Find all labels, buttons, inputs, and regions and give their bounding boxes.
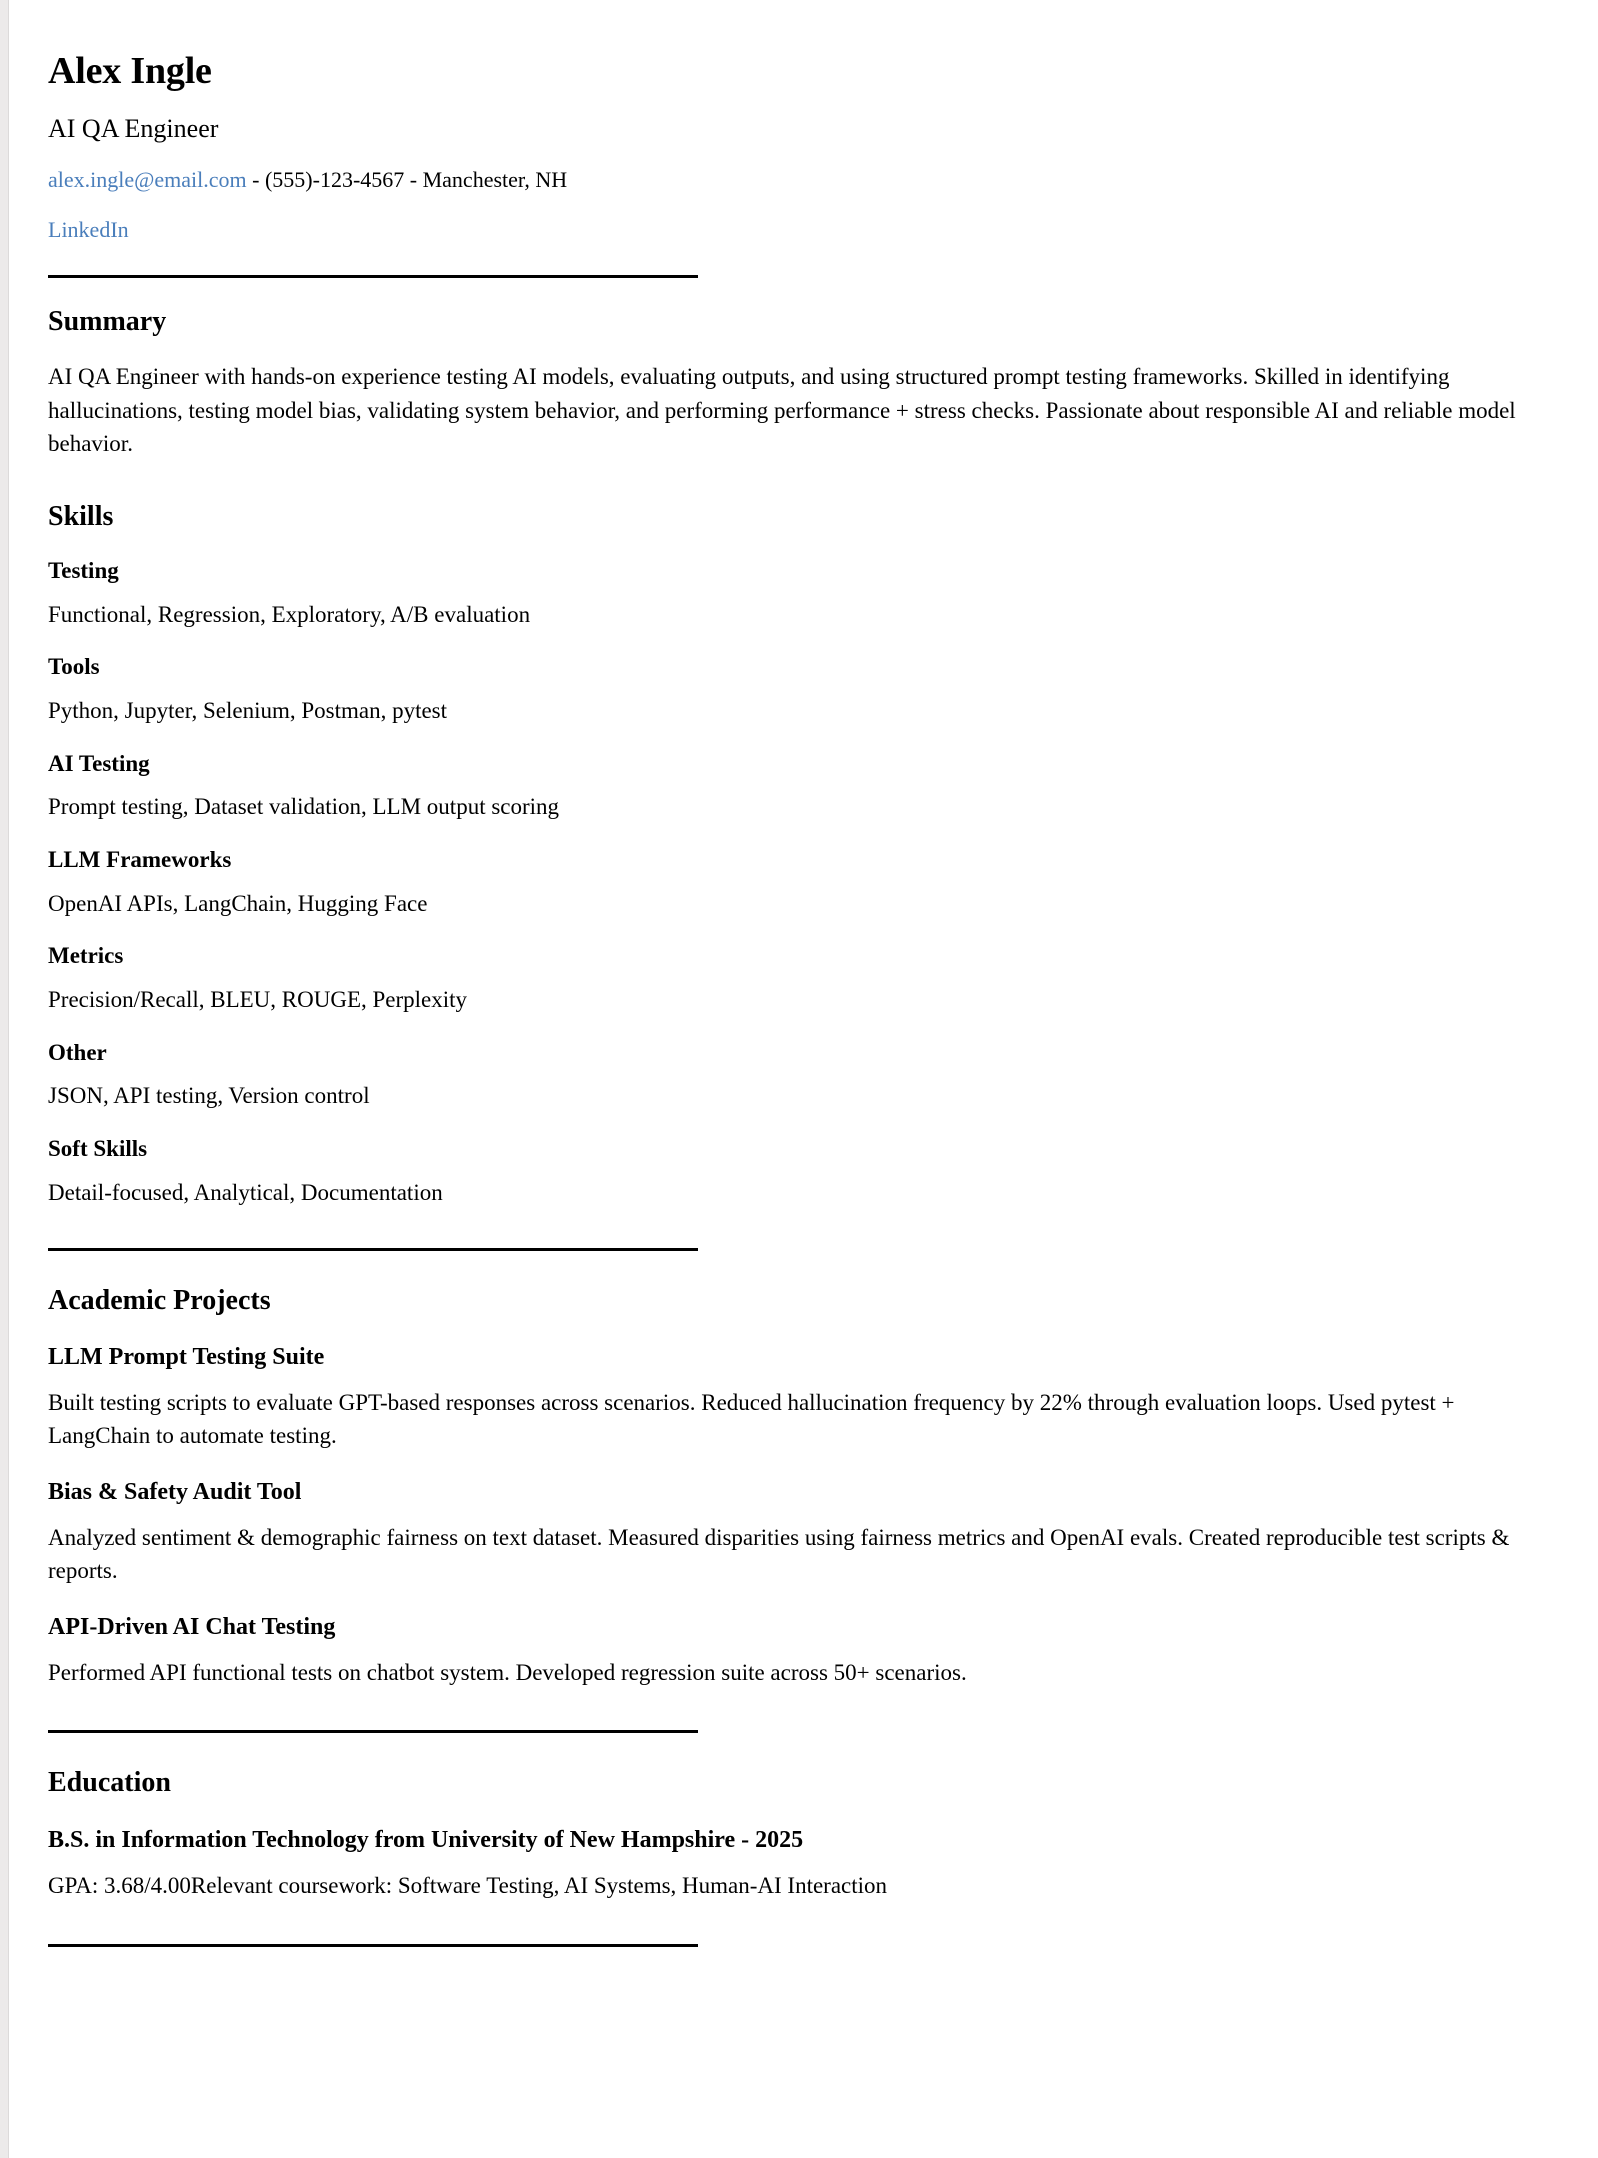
candidate-job-title: AI QA Engineer bbox=[48, 113, 219, 143]
location-text: Manchester, NH bbox=[422, 166, 568, 192]
page-edge-strip bbox=[0, 0, 9, 2158]
section-divider-skills bbox=[48, 1248, 698, 1251]
project-item bbox=[48, 1478, 1523, 1587]
skill-label: Other bbox=[48, 1039, 107, 1065]
summary-heading: Summary bbox=[48, 305, 167, 337]
linkedin-line bbox=[48, 216, 1523, 244]
resume-header bbox=[48, 50, 1523, 244]
skill-label: Soft Skills bbox=[48, 1136, 148, 1162]
education-degree: B.S. in Information Technology from University of New Hampshire - 2025 bbox=[48, 1827, 804, 1854]
education-entry bbox=[48, 1826, 1523, 1901]
project-title: Bias & Safety Audit Tool bbox=[48, 1479, 302, 1506]
resume-document bbox=[10, 0, 1598, 2158]
skill-value: Prompt testing, Dataset validation, LLM output scoring bbox=[48, 794, 560, 820]
skill-group bbox=[48, 1039, 1523, 1111]
resume-content bbox=[48, 50, 1523, 1947]
summary-text: AI QA Engineer with hands-on experience testing AI models, evaluating outputs, and using structured prompt testing frameworks. Skilled in identifying hallucinations, testing model bias, validating system behavior, and performing performance + stress checks. Passionate about responsible AI and reliable model behavior. bbox=[48, 364, 1516, 457]
skill-group bbox=[48, 557, 1523, 629]
contact-separator-2: - bbox=[404, 166, 423, 192]
skill-group bbox=[48, 653, 1523, 725]
skill-group bbox=[48, 846, 1523, 918]
skill-value: Detail-focused, Analytical, Documentation bbox=[48, 1179, 443, 1205]
education-heading: Education bbox=[48, 1766, 171, 1798]
project-title: LLM Prompt Testing Suite bbox=[48, 1344, 325, 1371]
project-description: Performed API functional tests on chatbot system. Developed regression suite across 50+ scenarios. bbox=[48, 1660, 967, 1686]
project-description: Built testing scripts to evaluate GPT-based responses across scenarios. Reduced hallucination frequency by 22% through evaluation loops. Used pytest + LangChain to automate testing. bbox=[48, 1389, 1455, 1448]
projects-heading: Academic Projects bbox=[48, 1284, 271, 1316]
section-education bbox=[48, 1766, 1523, 1901]
skill-value: Functional, Regression, Exploratory, A/B evaluation bbox=[48, 601, 531, 627]
skill-value: OpenAI APIs, LangChain, Hugging Face bbox=[48, 890, 428, 916]
section-summary bbox=[48, 305, 1523, 461]
section-divider-projects bbox=[48, 1730, 698, 1733]
skill-label: Tools bbox=[48, 654, 100, 680]
skill-group bbox=[48, 1135, 1523, 1207]
phone-text: (555)-123-4567 bbox=[264, 166, 405, 192]
skill-label: Metrics bbox=[48, 943, 124, 969]
skill-label: AI Testing bbox=[48, 750, 150, 776]
project-description: Analyzed sentiment & demographic fairness on text dataset. Measured disparities using fairness metrics and OpenAI evals. Created reproducible test scripts & reports. bbox=[48, 1525, 1510, 1583]
project-title: API-Driven AI Chat Testing bbox=[48, 1614, 336, 1641]
skills-heading: Skills bbox=[48, 500, 114, 532]
skill-label: LLM Frameworks bbox=[48, 847, 232, 873]
skill-group bbox=[48, 942, 1523, 1014]
skill-value: Python, Jupyter, Selenium, Postman, pytest bbox=[48, 698, 448, 724]
contact-separator-1: - bbox=[246, 166, 265, 192]
section-divider-header bbox=[48, 275, 698, 278]
section-projects bbox=[48, 1284, 1523, 1690]
skill-group bbox=[48, 750, 1523, 822]
skill-value: Precision/Recall, BLEU, ROUGE, Perplexity bbox=[48, 987, 468, 1013]
candidate-name: Alex Ingle bbox=[48, 50, 212, 92]
skill-label: Testing bbox=[48, 558, 119, 584]
email-link[interactable]: alex.ingle@email.com bbox=[48, 166, 247, 192]
skill-value: JSON, API testing, Version control bbox=[48, 1083, 370, 1109]
linkedin-link[interactable]: LinkedIn bbox=[48, 217, 129, 243]
project-item bbox=[48, 1343, 1523, 1452]
section-skills bbox=[48, 500, 1523, 1208]
project-item bbox=[48, 1613, 1523, 1689]
section-divider-education bbox=[48, 1944, 698, 1947]
education-detail: GPA: 3.68/4.00Relevant coursework: Software Testing, AI Systems, Human-AI Interaction bbox=[48, 1873, 888, 1899]
contact-line bbox=[48, 166, 1523, 194]
